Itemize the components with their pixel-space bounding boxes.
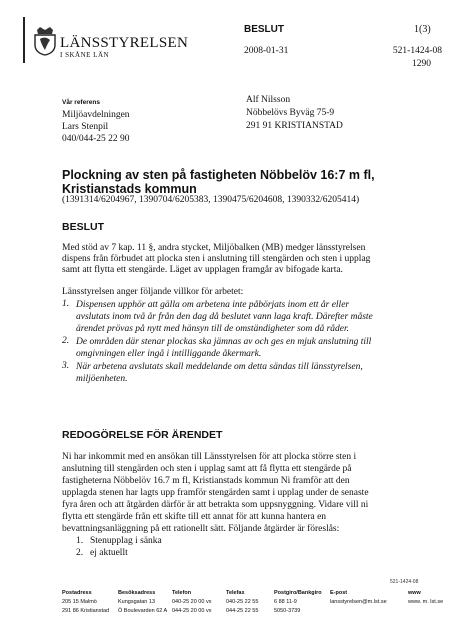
paragraph-line: dispens från förbudet att plocka sten i anslutning till stengärden och sten i upplag xyxy=(62,254,371,264)
measure-text: Stenupplag i sänka xyxy=(90,536,162,546)
footer-column-heading: Postgiro/Bankgiro xyxy=(274,590,322,596)
condition-line: De områden där stenar plockas ska jämnas av och ges en mjuk anslutning till xyxy=(76,337,372,347)
reference-line: Lars Stenpil xyxy=(62,122,109,132)
condition-line: avslutats inom två år från den dag då beslutet vann laga kraft. Därefter måste xyxy=(76,312,373,322)
header-divider xyxy=(23,17,25,63)
reference-line: Miljöavdelningen xyxy=(62,110,130,120)
footer-column xyxy=(408,589,443,607)
coat-of-arms-icon xyxy=(32,26,58,56)
measure-text: ej aktuellt xyxy=(90,548,128,558)
conditions-intro: Länsstyrelsen anger följande villkor för arbetet: xyxy=(62,287,244,297)
paragraph-line: fyra åren och att åtgärden därför är att betrakta som uppsnyggning. Vidare vill ni xyxy=(62,500,369,510)
paragraph-line: flytta ett stengärde från ett skifte till ett annat för att kunna hantera en xyxy=(62,512,327,522)
paragraph-line: fastigheterna Nöbbelöv 16.7 m fl, Kristianstads kommun Ni framför att den xyxy=(62,476,350,486)
recipient-line: 291 91 KRISTIANSTAD xyxy=(246,121,343,131)
recipient-line: Alf Nilsson xyxy=(246,95,291,105)
document-title: Plockning av sten på fastigheten Nöbbelöv 16:7 m fl, Kristianstads kommun xyxy=(62,168,375,196)
footer-column xyxy=(62,589,109,616)
document-type: BESLUT xyxy=(244,24,284,35)
condition-line: Dispensen upphör att gälla om arbetena inte påbörjats inom ett år eller xyxy=(76,300,350,310)
page-number: 1(3) xyxy=(414,24,431,35)
title-coordinates: (1391314/6204967, 1390704/6205383, 1390475/6204608, 1390332/6205414) xyxy=(62,195,360,205)
condition-number: 3. xyxy=(62,361,70,371)
footer-reference: 521-1424-08 xyxy=(390,579,419,585)
condition-number: 1. xyxy=(62,299,70,309)
footer-column-heading: E-post xyxy=(330,590,348,596)
paragraph-line: upplagda stenen har lagts upp framför stengärden samt i upplag under de senaste xyxy=(62,488,369,498)
footer-column-line: 5050-3739 xyxy=(274,608,301,614)
footer-column xyxy=(172,589,211,616)
measure-number: 1. xyxy=(76,536,84,546)
logo-name: LÄNSSTYRELSEN xyxy=(60,35,189,51)
recipient-line: Nöbbelövs Byväg 75-9 xyxy=(246,108,335,118)
paragraph-line: anslutning till stengärden och sten i upplag samt att få flytta ett stengärde på xyxy=(62,464,352,474)
footer-column xyxy=(274,589,322,616)
measure-number: 2. xyxy=(76,548,84,558)
footer-column-line: 040-25 22 55 xyxy=(226,599,259,605)
footer-column-line: 044-25 22 55 xyxy=(226,608,259,614)
paragraph-line: Ni har inkommit med en ansökan till Länsstyrelsen för att plocka större sten i xyxy=(62,452,357,462)
footer-column xyxy=(330,589,387,607)
footer-column xyxy=(226,589,258,616)
footer-column-line: 040-25 20 00 vx xyxy=(172,599,212,605)
footer-column-heading: Postadress xyxy=(62,590,92,596)
condition-line: omgivningen eller ingå i intilliggande åkermark. xyxy=(76,349,262,359)
paragraph-line: Med stöd av 7 kap. 11 §, andra stycket, Miljöbalken (MB) medger länsstyrelsen xyxy=(62,243,366,253)
footer-column xyxy=(118,589,167,616)
reference-line: 040/044-25 22 90 xyxy=(62,134,130,144)
redogorelse-heading: REDOGÖRELSE FÖR ÄRENDET xyxy=(62,429,223,441)
condition-line: ärendet prövas på nytt med hänsyn till de omständigheter som då råder. xyxy=(76,324,350,334)
footer-column-line: 291 86 Kristianstad xyxy=(62,608,110,614)
condition-line: När arbetena avslutats skall meddelande om detta sändas till länsstyrelsen, xyxy=(76,362,363,372)
paragraph-line: samt att flytta ett stengärde. Läget av upplagen framgår av bifogade karta. xyxy=(62,265,343,275)
condition-number: 2. xyxy=(62,336,70,346)
reference-number: 521-1424-08 xyxy=(392,46,442,56)
footer-column-line: 044-25 20 00 vx xyxy=(172,608,212,614)
reference-label: Vår referens xyxy=(62,99,100,106)
reference-number-secondary: 1290 xyxy=(412,59,431,69)
footer-email-link[interactable]: lansstyrelsen@m.lst.se xyxy=(330,599,387,605)
beslut-heading: BESLUT xyxy=(62,221,104,233)
footer-column-heading: www xyxy=(408,590,421,596)
footer-column-line: Kungsgatan 13 xyxy=(118,599,156,605)
footer-column-line: Ö Boulevarden 62 A xyxy=(118,608,168,614)
footer-column-line: 6 88 11-9 xyxy=(274,599,297,605)
paragraph-line: bevattningsanläggning på ett rationellt sätt. Följande åtgärder är föreslås: xyxy=(62,524,340,534)
document-date: 2008-01-31 xyxy=(244,46,289,56)
footer-column-line: 205 15 Malmö xyxy=(62,599,97,605)
condition-line: miljöenheten. xyxy=(76,374,128,384)
footer-website-link[interactable]: www. m. lst.se xyxy=(408,599,444,605)
footer-column-heading: Telefon xyxy=(172,590,192,596)
logo-subtitle: I SKÅNE LÄN xyxy=(60,51,110,59)
footer-column-heading: Telefax xyxy=(226,590,245,596)
footer-column-heading: Besöksadress xyxy=(118,590,156,596)
